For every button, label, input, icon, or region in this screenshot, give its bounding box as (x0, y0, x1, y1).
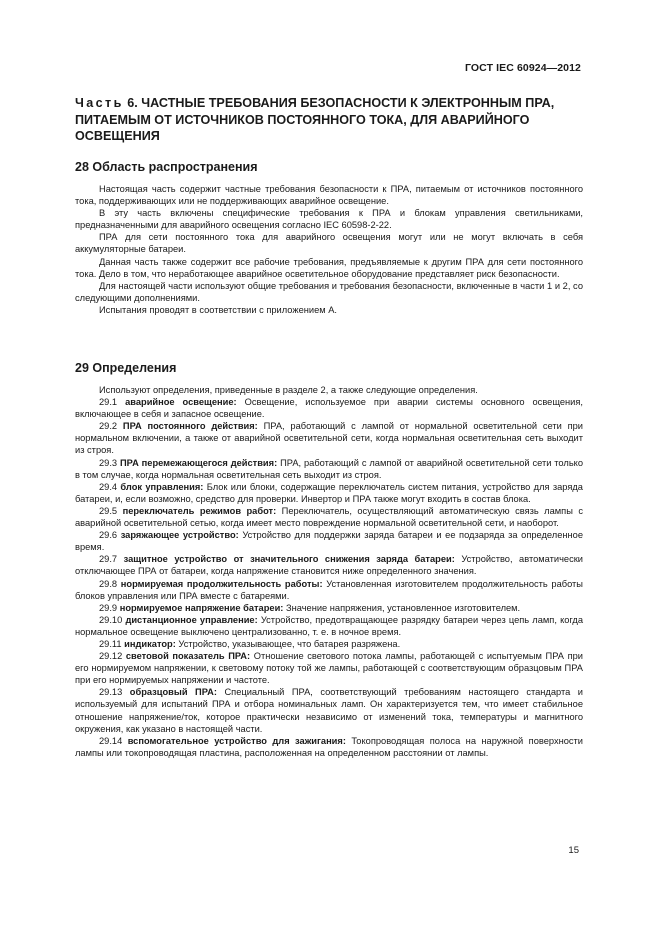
standard-designation: ГОСТ IEC 60924—2012 (464, 62, 581, 74)
definition-text: Переключатель, осуществляющий автоматическую связь лампы с аварийной осветительной сетью, когда имеет место повреждение нормальной осветительной сети, и наоборот. (75, 505, 583, 529)
part-label: Часть (75, 96, 124, 110)
definition-item (75, 614, 583, 638)
definition-term: нормируемая продолжительность работы: (120, 578, 323, 589)
definition-number: 29.14 (99, 735, 123, 746)
definition-term: ПРА постоянного действия: (122, 421, 258, 432)
definition-number: 29.1 (99, 397, 118, 408)
definition-number: 29.12 (99, 651, 123, 662)
section-28-heading: 28 Область распространения (75, 160, 258, 174)
definition-text: Блок или блоки, содержащие переключатель систем питания, устройство для заряда батареи, и, если возможно, средство для проверки. Инвертор и ПРА также могут входить в состав блока. (75, 481, 583, 504)
definition-item (75, 602, 583, 614)
definition-text: Токопроводящая полоса на наружной поверхности лампы или токопроводящая пластина, расположенная на определенном расстоянии от лампы. (75, 735, 583, 758)
definition-term: вспомогательное устройство для зажигания: (127, 735, 346, 746)
definition-item (75, 481, 583, 505)
paragraph: Для настоящей части используют общие требования и требования безопасности, включенные в части 1 и 2, со следующими дополнениями. (75, 280, 583, 303)
paragraph: Данная часть также содержит все рабочие требования, предъявляемые к другим ПРА для сети постоянного тока. Дело в том, что неработающее аварийное осветительное оборудование представляет риск безопасности. (75, 256, 583, 279)
paragraph: ПРА для сети постоянного тока для аварийного освещения могут или не могут включать в себя аккумуляторные батареи. (75, 232, 583, 255)
definition-number: 29.10 (99, 614, 123, 625)
part-number: 6. (127, 96, 138, 110)
definition-text: Устройство, предотвращающее разрядку батареи через цепь ламп, когда нормальное освещение выключено централизованно, т. е. в ночное время. (75, 614, 583, 637)
definition-item (75, 529, 583, 553)
definition-item (75, 396, 583, 420)
section-29-intro: Используют определения, приведенные в разделе 2, а также следующие определения. (99, 385, 478, 395)
part-title (75, 95, 595, 145)
definition-text: Установленная изготовителем продолжительность работы блоков управления или ПРА вместе с батареями. (75, 578, 583, 601)
definition-number: 29.9 (99, 602, 118, 613)
definition-term: световой показатель ПРА: (125, 651, 251, 662)
definition-text: ПРА, работающий с лампой от аварийной осветительной сети только в том случае, когда нормальная осветительная сеть выходит из строя. (75, 457, 584, 480)
part-title-line3: ОСВЕЩЕНИЯ (75, 129, 160, 143)
section-29-body (75, 384, 583, 759)
definition-item (75, 735, 583, 759)
part-title-line2: ПИТАЕМЫМ ОТ ИСТОЧНИКОВ ПОСТОЯННОГО ТОКА, ДЛЯ АВАРИЙНОГО (75, 112, 530, 127)
definition-number: 29.11 (99, 638, 122, 649)
definition-item (75, 457, 583, 481)
definition-number: 29.13 (99, 687, 123, 698)
definition-number: 29.2 (99, 421, 118, 432)
part-title-line1: ЧАСТНЫЕ ТРЕБОВАНИЯ БЕЗОПАСНОСТИ К ЭЛЕКТРОННЫМ ПРА, (141, 96, 555, 110)
paragraph: Испытания проводят в соответствии с приложением А. (99, 304, 337, 315)
definitions-list (75, 396, 583, 759)
definition-text: Устройство, указывающее, что батарея разряжена. (178, 638, 401, 649)
definition-number: 29.7 (99, 554, 118, 565)
section-29-heading: 29 Определения (75, 361, 177, 375)
definition-term: блок управления: (120, 481, 204, 492)
definition-text: Устройство для поддержки заряда батареи и ее подзаряда за определенное время. (75, 530, 584, 553)
paragraph: Настоящая часть содержит частные требования безопасности к ПРА, питаемым от источников постоянного тока, поддерживающих или не поддерживающих аварийное освещение. (75, 184, 583, 207)
definition-number: 29.4 (99, 481, 118, 492)
definition-term: заряжающее устройство: (120, 530, 239, 541)
definition-term: дистанционное управление: (125, 614, 258, 625)
paragraph: В эту часть включены специфические требования к ПРА и блокам управления светильниками, предназначенными для аварийного освещения согласно IEC 60598-2-22. (75, 208, 583, 231)
definition-term: образцовый ПРА: (129, 687, 217, 698)
definition-term: нормируемое напряжение батареи: (119, 602, 284, 613)
definition-term: аварийное освещение: (125, 397, 237, 408)
definition-item (75, 420, 583, 456)
definition-term: индикатор: (124, 638, 176, 649)
definition-number: 29.8 (99, 578, 118, 589)
definition-number: 29.5 (99, 505, 118, 516)
definition-number: 29.3 (99, 457, 118, 468)
definition-term: переключатель режимов работ: (122, 505, 277, 516)
definition-text: Устройство, автоматически отключающее ПРА от батареи, когда напряжение становится ниже определенного значения. (75, 554, 584, 577)
definition-item (75, 650, 583, 686)
definition-term: защитное устройство от значительного снижения заряда батареи: (123, 554, 455, 565)
definition-text: ПРА, работающий с лампой от нормальной осветительной сети при нормальном включении, а также от аварийной осветительной сети, когда нормальная осветительная сеть выходит из строя. (75, 421, 583, 456)
definition-item (75, 553, 583, 577)
definition-number: 29.6 (99, 530, 118, 541)
definition-term: ПРА перемежающегося действия: (120, 457, 278, 468)
definition-item (75, 686, 583, 734)
definition-item (75, 505, 583, 529)
definition-text: Отношение светового потока лампы, работающей с испытуемым ПРА при его нормируемом напряжении, к световому потоку той же лампы, работающей с соответствующим образцовым ПРА при его нормируемых напряжении и частоте. (75, 651, 583, 686)
section-28-body (75, 183, 583, 316)
page-number: 15 (568, 845, 579, 856)
definition-item (75, 638, 583, 650)
definition-text: Освещение, используемое при аварии системы основного освещения, включающее в себя и запасное освещение. (75, 397, 583, 420)
definition-text: Значение напряжения, установленное изготовителем. (285, 602, 521, 613)
definition-item (75, 578, 583, 602)
definition-text: Специальный ПРА, соответствующий требованиям настоящего стандарта и используемый для испытаний ПРА и отбора номинальных ламп. Он характеризуется тем, что имеет стабильное отношение напряжение/ток, которое практически независимо от изменений тока, температуры и магнитного окружения, как указано в настоящей части. (75, 687, 584, 734)
